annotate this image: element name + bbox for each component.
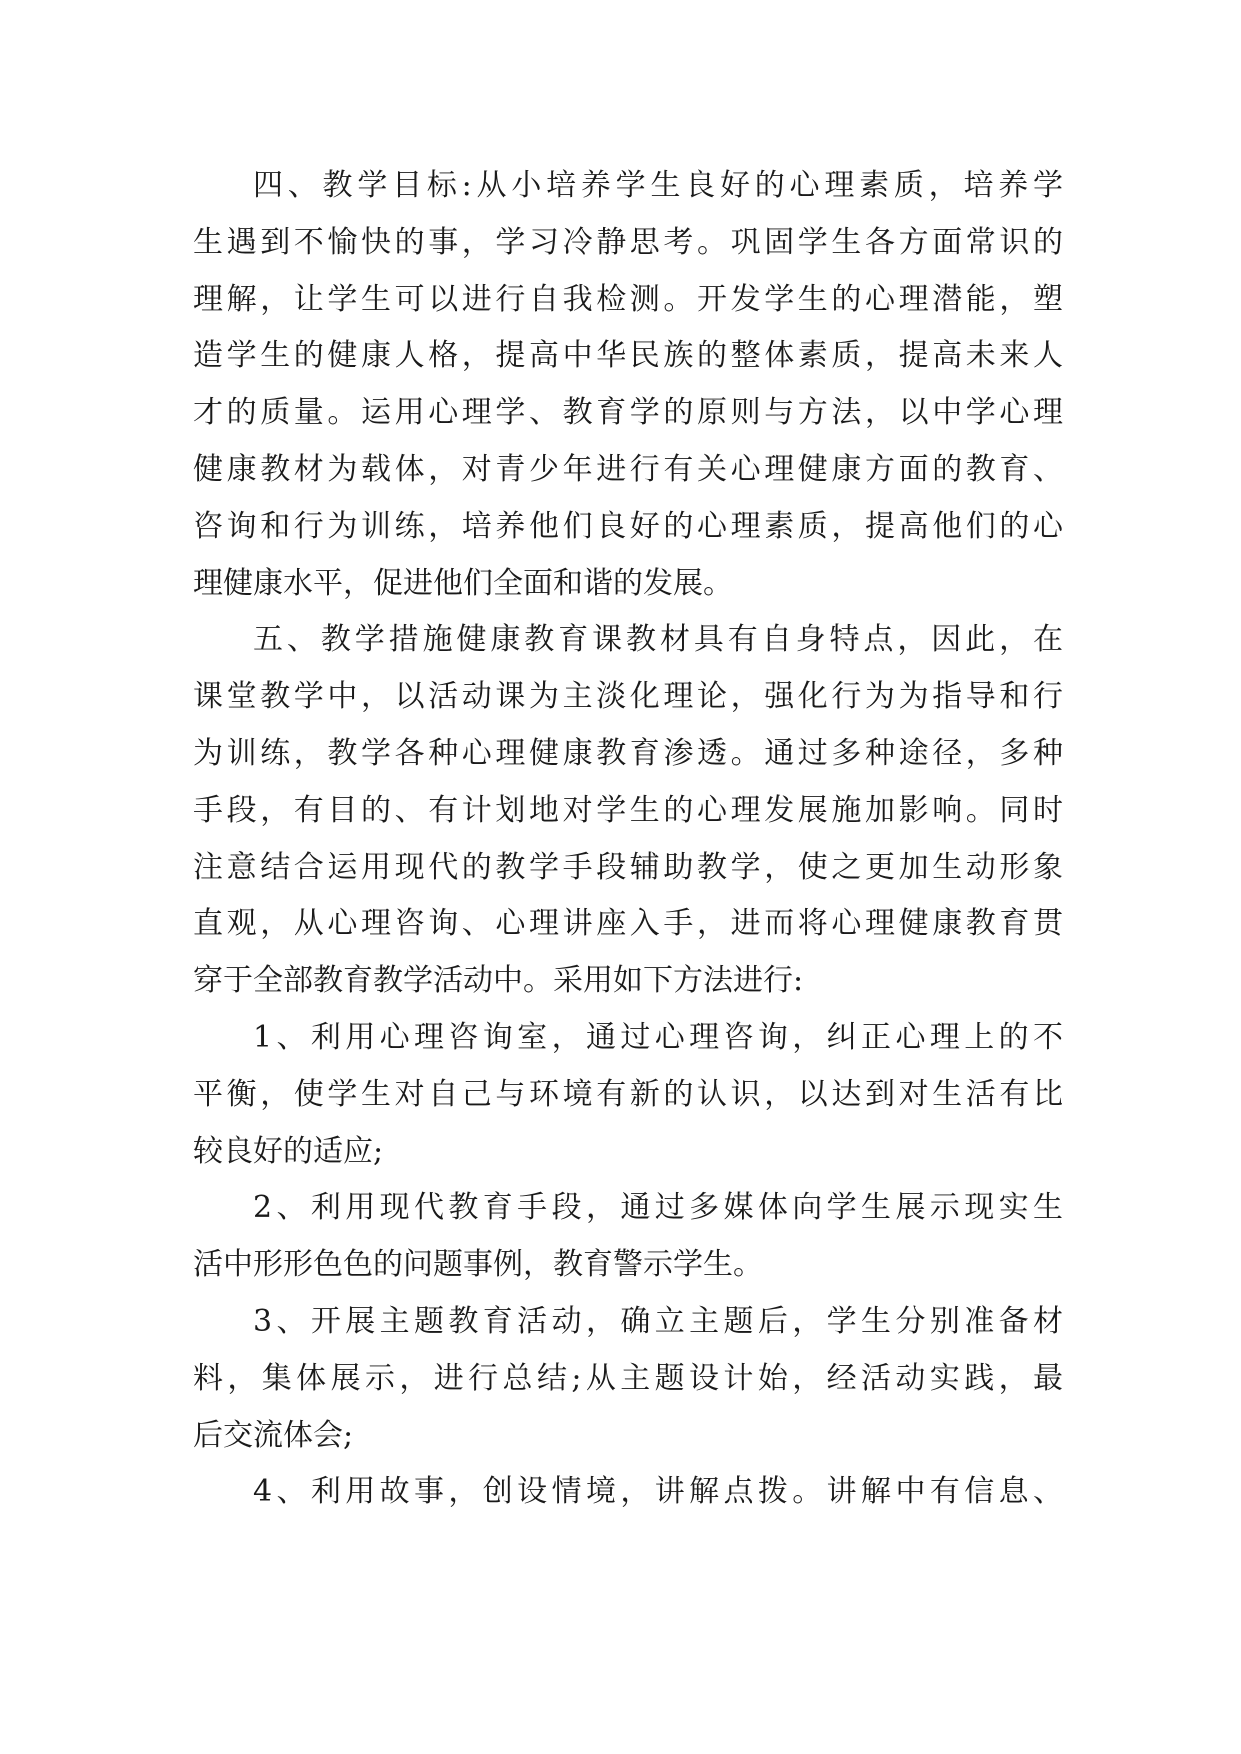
text-line: 手段，有目的、有计划地对学生的心理发展施加影响。同时 <box>193 792 1063 828</box>
text-line: 健康教材为载体，对青少年进行有关心理健康方面的教育、 <box>193 451 1063 487</box>
text-line: 咨询和行为训练，培养他们良好的心理素质，提高他们的心 <box>193 508 1063 544</box>
text-line: 生遇到不愉快的事，学习冷静思考。巩固学生各方面常识的 <box>193 224 1063 260</box>
document-body <box>193 158 1063 1521</box>
list-item-4 <box>193 1464 1063 1521</box>
text-line: 才的质量。运用心理学、教育学的原则与方法，以中学心理 <box>193 395 1063 431</box>
text-line: 活中形形色色的问题事例，教育警示学生。 <box>193 1247 763 1283</box>
list-item-2 <box>193 1180 1063 1294</box>
text-line: 理解，让学生可以进行自我检测。开发学生的心理潜能，塑 <box>193 281 1063 317</box>
text-line: 后交流体会; <box>193 1417 354 1453</box>
text-line: 理健康水平，促进他们全面和谐的发展。 <box>193 565 733 601</box>
text-line: 直观，从心理咨询、心理讲座入手，进而将心理健康教育贯 <box>193 906 1063 942</box>
text-line: 1、利用心理咨询室，通过心理咨询，纠正心理上的不 <box>253 1019 1063 1055</box>
text-line: 注意结合运用现代的教学手段辅助教学，使之更加生动形象 <box>193 849 1063 885</box>
text-line: 平衡，使学生对自己与环境有新的认识，以达到对生活有比 <box>193 1076 1063 1112</box>
text-line: 2、利用现代教育手段，通过多媒体向学生展示现实生 <box>253 1190 1063 1226</box>
paragraph-teaching-goals <box>193 158 1063 612</box>
list-item-3 <box>193 1294 1063 1464</box>
text-line: 五、教学措施健康教育课教材具有自身特点，因此，在 <box>253 622 1063 658</box>
text-line: 料，集体展示，进行总结;从主题设计始，经活动实践，最 <box>193 1360 1063 1396</box>
text-line: 造学生的健康人格，提高中华民族的整体素质，提高未来人 <box>193 338 1063 374</box>
list-item-1 <box>193 1010 1063 1180</box>
text-line: 穿于全部教育教学活动中。采用如下方法进行: <box>193 963 804 999</box>
paragraph-teaching-measures <box>193 612 1063 1010</box>
text-line: 课堂教学中，以活动课为主淡化理论，强化行为为指导和行 <box>193 679 1063 715</box>
text-line: 较良好的适应; <box>193 1133 384 1169</box>
text-line: 3、开展主题教育活动，确立主题后，学生分别准备材 <box>253 1303 1063 1339</box>
text-line: 4、利用故事，创设情境，讲解点拨。讲解中有信息、 <box>253 1474 1063 1510</box>
text-line: 四、教学目标:从小培养学生良好的心理素质，培养学 <box>253 168 1063 203</box>
text-line: 为训练，教学各种心理健康教育渗透。通过多种途径，多种 <box>193 735 1063 771</box>
